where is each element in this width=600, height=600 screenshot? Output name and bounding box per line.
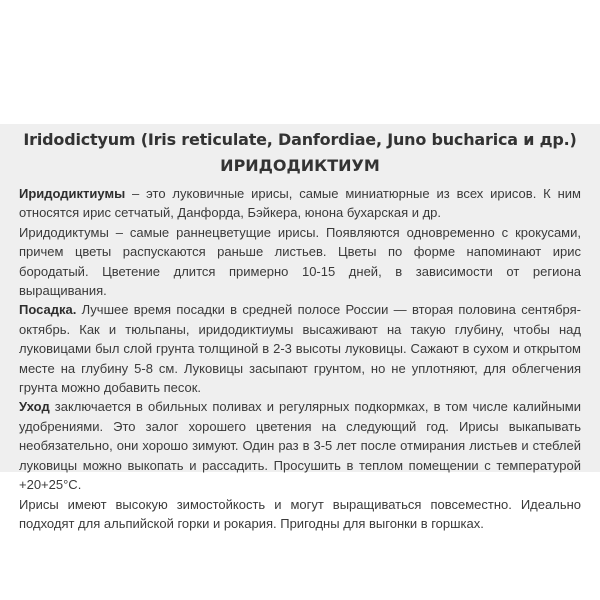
paragraph-lead: Посадка. — [19, 302, 77, 318]
paragraph-text: Иридодиктумы – самые раннецветущие ирисы. Появляются одновременно с крокусами, причем цветы распускаются раньше листьев. Цветы по форме напоминают ирис бородатый. Цветение длится примерно 10-15 дней, в зависимости от региона выращивания. — [19, 224, 581, 299]
description-body — [19, 184, 581, 533]
paragraph-lead: Уход — [19, 399, 50, 415]
paragraph-lead: Иридодиктиумы — [19, 186, 126, 201]
paragraph-hardiness — [19, 495, 581, 534]
paragraph-text: Лучшее время посадки в средней полосе России — вторая половина сентября-октябрь. Как и тюльпаны, иридодиктиумы высаживают на такую глубину, чтобы над луковицами был слой грунта толщиной в 2-3 высоты луковицы. Сажают в сухом и открытом месте на глубину 5-8 см. Луковицы засыпают грунтом, но не уплотняют, для облегчения грунта можно добавить песок. — [19, 302, 581, 396]
paragraph-text: Ирисы имеют высокую зимостойкость и могут выращиваться повсеместно. Идеально подходят для альпийской горки и рокария. Пригодны для выгонки в горшках. — [19, 496, 581, 531]
paragraph-planting — [19, 300, 581, 397]
paragraph-text: – это луковичные ирисы, самые миниатюрные из всех ирисов. К ним относятся ирис сетчатый, Данфорда, Бэйкера, юнона бухарская и др. — [19, 186, 581, 221]
russian-title: ИРИДОДИКТИУМ — [220, 156, 380, 175]
paragraph-flowering — [19, 223, 581, 301]
latin-title: Iridodictyum (Iris reticulate, Danfordiae, Juno bucharica и др.) — [23, 130, 577, 149]
paragraph-care — [19, 397, 581, 494]
paragraph-text: заключается в обильных поливах и регулярных подкормках, в том числе калийными удобрениями. Это залог хорошего цветения на следующий год. Ирисы выкапывать необязательно, они хорошо зимуют. Один раз в 3-5 лет после отмирания листьев и стеблей луковицы можно выкопать и рассадить. Просушить в теплом помещении с температурой +20+25°С. — [19, 399, 581, 493]
paragraph-intro — [19, 184, 581, 223]
